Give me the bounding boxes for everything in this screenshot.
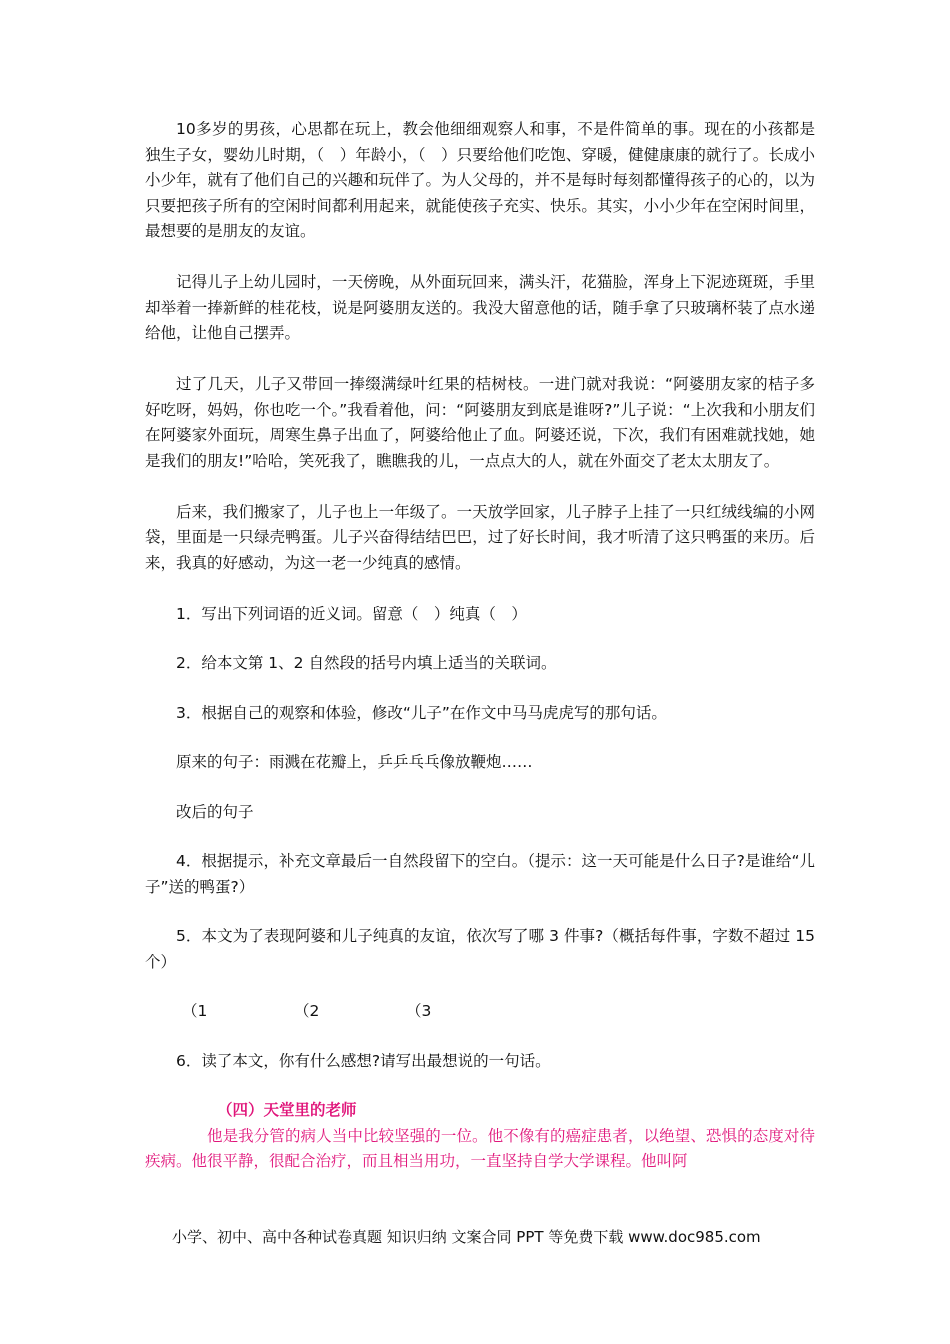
question-1: 1．写出下列词语的近义词。留意（ ）纯真（ ） [176, 604, 527, 623]
footer-download-note: 小学、初中、高中各种试卷真题 知识归纳 文案合同 PPT 等免费下载 www.doc985.com [172, 1228, 761, 1246]
article-paragraph-2: 记得儿子上幼儿园时，一天傍晚，从外面玩回来，满头汗，花猫脸，浑身上下泥迹斑斑，手里却举着一捧新鲜的桂花枝，说是阿婆朋友送的。我没大留意他的话，随手拿了只玻璃杯装了点水递给他，让他自己摆弄。 [145, 273, 815, 342]
question-6: 6．读了本文，你有什么感想?请写出最想说的一句话。 [176, 1051, 551, 1070]
question-3: 3．根据自己的观察和体验，修改“儿子”在作文中马马虎虎写的那句话。 [176, 703, 667, 722]
article-paragraph-3: 过了几天，儿子又带回一捧缀满绿叶红果的桔树枝。一进门就对我说：“阿婆朋友家的桔子多好吃呀，妈妈，你也吃一个。”我看着他，问：“阿婆朋友到底是谁呀?”儿子说：“上次我和小朋友们在阿婆家外面玩，周寒生鼻子出血了，阿婆给他止了血。阿婆还说，下次，我们有困难就找她，她是我们的朋友!”哈哈，笑死我了，瞧瞧我的儿，一点点大的人，就在外面交了老太太朋友了。 [145, 375, 815, 470]
question-3-original-sentence: 原来的句子：雨溅在花瓣上，乒乒乓乓像放鞭炮…… [176, 753, 533, 771]
answer-slot-2: （2 [294, 1002, 320, 1020]
question-2: 2．给本文第 1、2 自然段的括号内填上适当的关联词。 [176, 654, 557, 672]
article-paragraph-1: 10多岁的男孩，心思都在玩上，教会他细细观察人和事，不是件简单的事。现在的小孩都是独生子女，婴幼儿时期，（ ）年龄小，（ ）只要给他们吃饱、穿暖，健健康康的就行了。长成小小少年，就有了他们自己的兴趣和玩伴了。为人父母的，并不是每时每刻都懂得孩子的心的，以为只要把孩子所有的空闲时间都利用起来，就能使孩子充实、快乐。其实，小小少年在空闲时间里，最想要的是朋友的友谊。 [145, 120, 815, 240]
section-4-title: （四）天堂里的老师 [217, 1101, 357, 1119]
answer-slot-1: （1 [182, 1002, 208, 1020]
document-content [145, 117, 815, 1175]
article-paragraph-4: 后来，我们搬家了，儿子也上一年级了。一天放学回家，儿子脖子上挂了一只红绒线编的小网袋，里面是一只绿壳鸭蛋。儿子兴奋得结结巴巴，过了好长时间，我才听清了这只鸭蛋的来历。后来，我真的好感动，为这一老一少纯真的感情。 [145, 502, 815, 572]
question-4: 4．根据提示，补充文章最后一自然段留下的空白。（提示：这一天可能是什么日子?是谁给“儿子”送的鸭蛋?） [145, 852, 815, 896]
question-5: 5．本文为了表现阿婆和儿子纯真的友谊，依次写了哪 3 件事?（概括每件事，字数不超过 15 个） [145, 927, 815, 971]
answer-slot-3: （3 [406, 1002, 432, 1020]
question-5-answer-slots [145, 999, 815, 1025]
section-4-paragraph: 他是我分管的病人当中比较坚强的一位。他不像有的癌症患者，以绝望、恐惧的态度对待疾病。他很平静，很配合治疗，而且相当用功，一直坚持自学大学课程。他叫阿 [145, 1126, 815, 1170]
question-3-revised-sentence: 改后的句子 [176, 802, 254, 821]
